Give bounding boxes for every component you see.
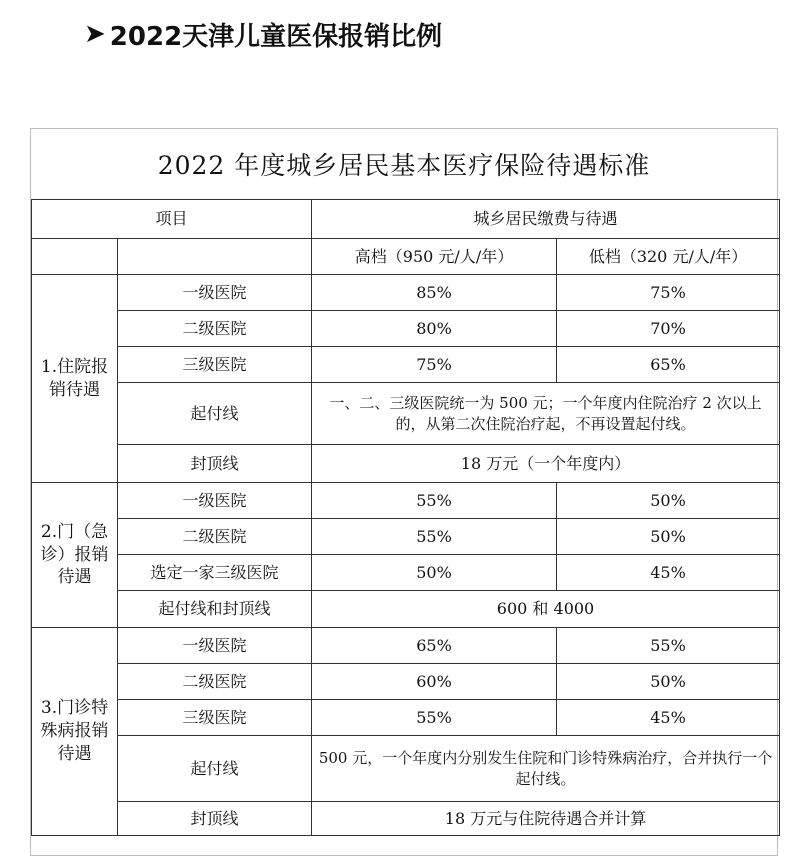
page-heading: [84, 12, 442, 56]
table-row: [32, 483, 780, 519]
table-row: [32, 736, 780, 802]
high-tier-value: 85%: [312, 275, 557, 311]
merged-value: 18 万元（一个年度内）: [312, 445, 780, 483]
table-row: [32, 311, 780, 347]
low-tier-value: 65%: [557, 347, 780, 383]
tier-header-row: [32, 239, 780, 275]
row-item: 三级医院: [118, 700, 312, 736]
table-row: [32, 664, 780, 700]
table-row: [32, 519, 780, 555]
row-item: 一级医院: [118, 483, 312, 519]
row-item: 一级医院: [118, 275, 312, 311]
row-item: 一级医院: [118, 628, 312, 664]
section-label: 1.住院报销待遇: [32, 275, 118, 483]
benefits-table: [31, 199, 780, 836]
section-label-cell: [32, 239, 118, 275]
page-heading-text: 2022天津儿童医保报销比例: [109, 21, 443, 52]
high-tier-value: 55%: [312, 519, 557, 555]
low-tier-value: 50%: [557, 483, 780, 519]
low-tier-value: 75%: [557, 275, 780, 311]
row-item: 二级医院: [118, 519, 312, 555]
table-row: [32, 275, 780, 311]
document-title: 2022 年度城乡居民基本医疗保险待遇标准: [157, 151, 651, 180]
low-tier-value: 50%: [557, 664, 780, 700]
high-tier-header: 高档（950 元/人/年）: [312, 239, 557, 275]
table-row: [32, 383, 780, 445]
table-header-row: [32, 200, 780, 239]
row-item: 选定一家三级医院: [118, 555, 312, 591]
section-label: 3.门诊特殊病报销待遇: [32, 628, 118, 836]
row-item: 起付线: [118, 383, 312, 445]
low-tier-value: 55%: [557, 628, 780, 664]
low-tier-value: 45%: [557, 700, 780, 736]
high-tier-value: 55%: [312, 700, 557, 736]
low-tier-value: 70%: [557, 311, 780, 347]
table-row: [32, 591, 780, 628]
table-row: [32, 628, 780, 664]
row-item: 封顶线: [118, 802, 312, 836]
item-column-header: 项目: [32, 200, 312, 239]
merged-value: 18 万元与住院待遇合并计算: [312, 802, 780, 836]
row-item: 起付线: [118, 736, 312, 802]
row-item: 封顶线: [118, 445, 312, 483]
section-label: 2.门（急诊）报销待遇: [32, 483, 118, 628]
merged-value: 500 元，一个年度内分别发生住院和门诊特殊病治疗，合并执行一个起付线。: [312, 736, 780, 802]
row-item: 二级医院: [118, 311, 312, 347]
table-row: [32, 445, 780, 483]
table-row: [32, 347, 780, 383]
row-item: 三级医院: [118, 347, 312, 383]
low-tier-header: 低档（320 元/人/年）: [557, 239, 780, 275]
high-tier-value: 65%: [312, 628, 557, 664]
row-item: 二级医院: [118, 664, 312, 700]
table-row: [32, 555, 780, 591]
high-tier-value: 55%: [312, 483, 557, 519]
arrow-icon: ➤: [84, 19, 106, 49]
high-tier-value: 60%: [312, 664, 557, 700]
empty-header-cell: [118, 239, 312, 275]
benefit-column-header: 城乡居民缴费与待遇: [312, 200, 780, 239]
merged-value: 一、二、三级医院统一为 500 元；一个年度内住院治疗 2 次以上的，从第二次住院治疗起，不再设置起付线。: [312, 383, 780, 445]
policy-document: [30, 128, 778, 856]
merged-value: 600 和 4000: [312, 591, 780, 628]
high-tier-value: 50%: [312, 555, 557, 591]
low-tier-value: 45%: [557, 555, 780, 591]
table-row: [32, 802, 780, 836]
low-tier-value: 50%: [557, 519, 780, 555]
table-row: [32, 700, 780, 736]
row-item: 起付线和封顶线: [118, 591, 312, 628]
high-tier-value: 75%: [312, 347, 557, 383]
high-tier-value: 80%: [312, 311, 557, 347]
